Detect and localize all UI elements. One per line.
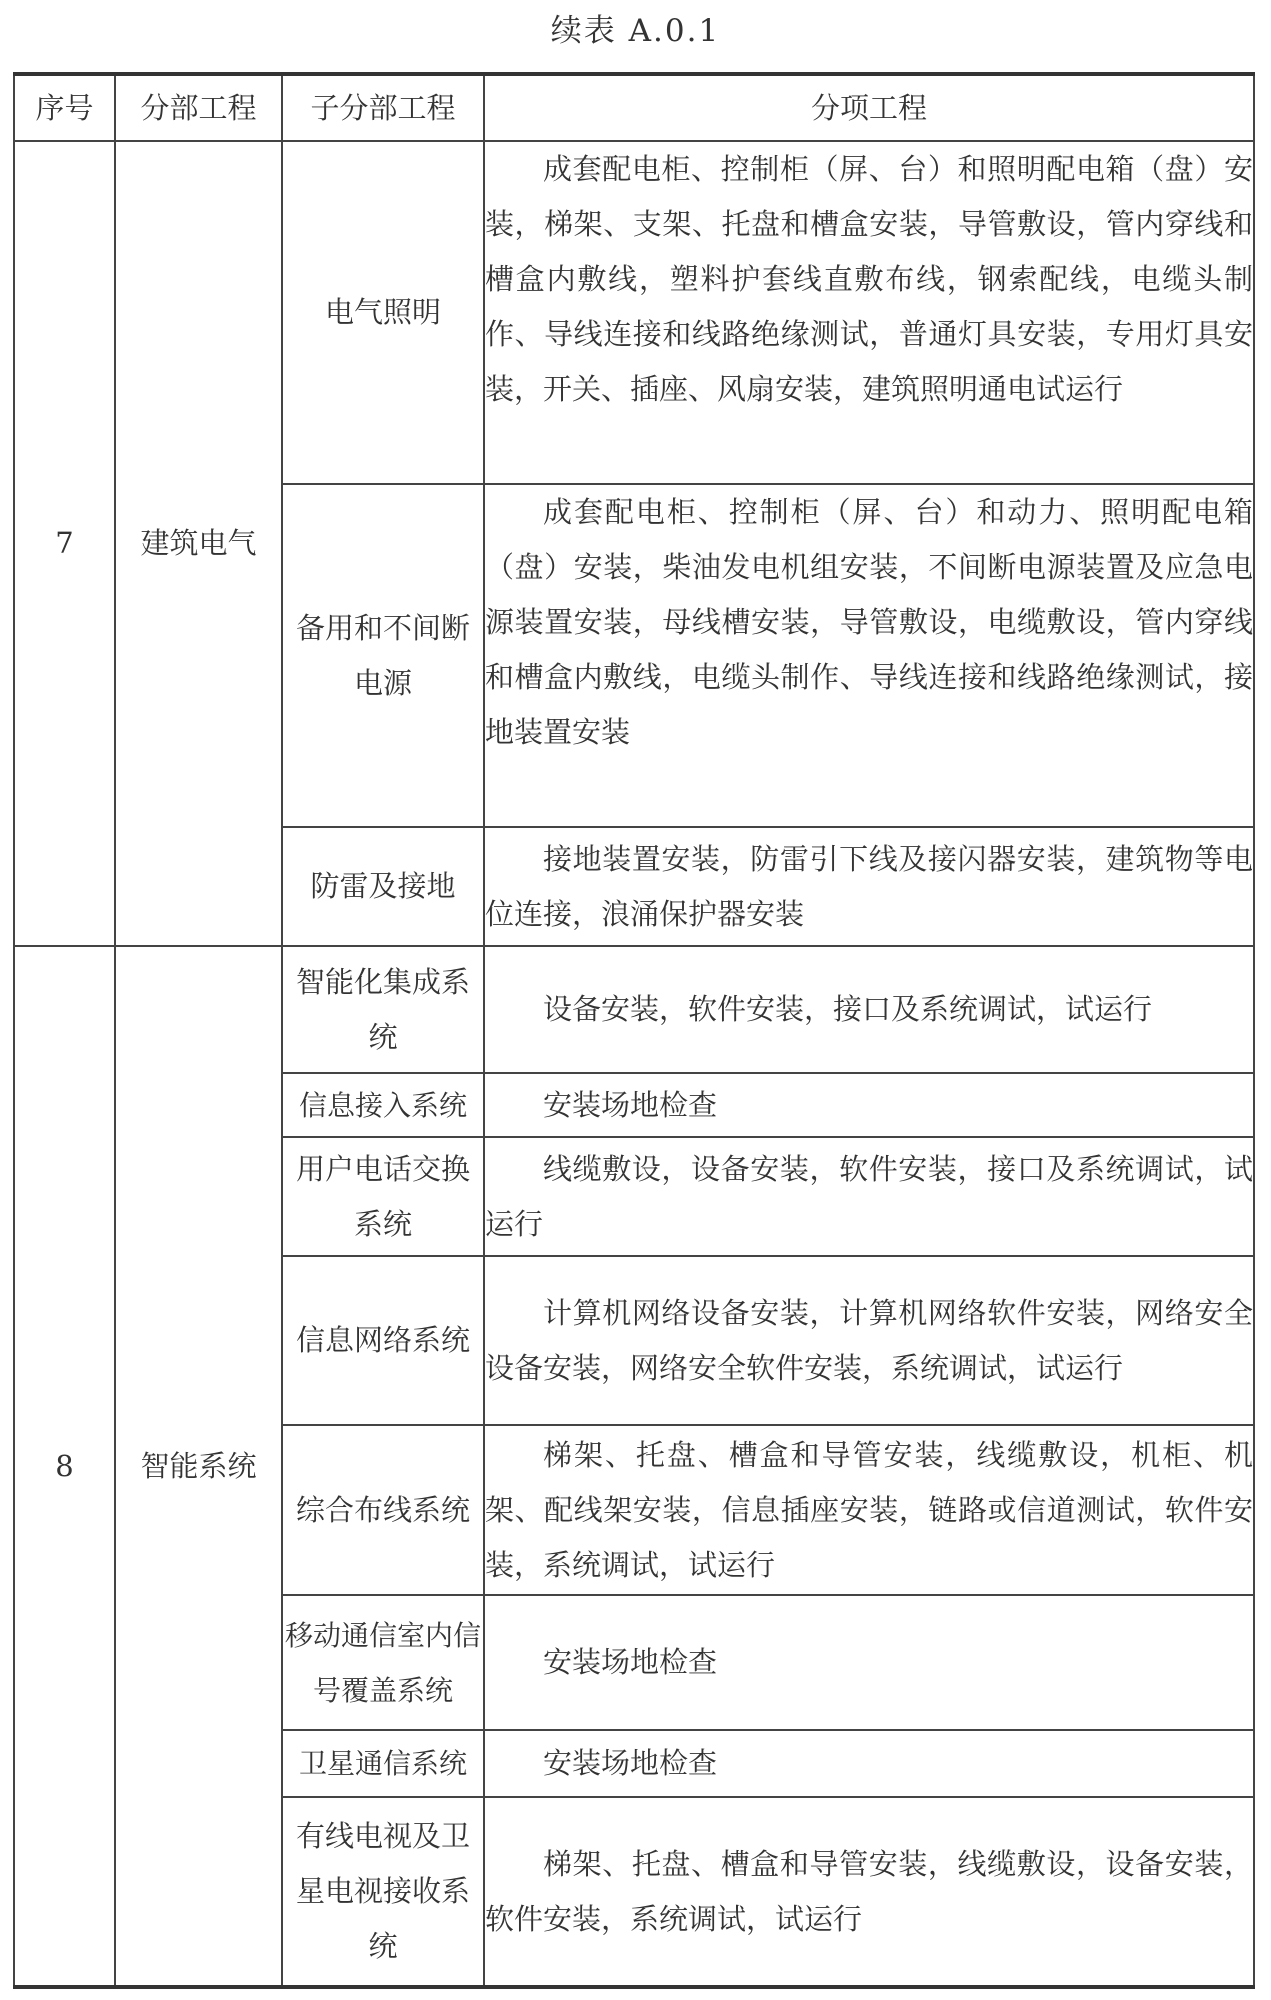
header-no: 序号 [14,74,115,141]
table-row [14,946,1254,1073]
division-name: 智能系统 [115,946,282,1987]
header-items: 分项工程 [484,74,1254,141]
item-list: 梯架、托盘、槽盒和导管安装，线缆敷设，机柜、机架、配线架安装，信息插座安装，链路或信道测试，软件安装，系统调试，试运行 [484,1425,1254,1595]
row-number: 7 [14,141,115,946]
subdivision-name: 电气照明 [282,141,484,484]
header-subdivision: 子分部工程 [282,74,484,141]
item-list: 计算机网络设备安装，计算机网络软件安装，网络安全设备安装，网络安全软件安装，系统调试，试运行 [484,1256,1254,1425]
item-list: 成套配电柜、控制柜（屏、台）和照明配电箱（盘）安装，梯架、支架、托盘和槽盒安装，导管敷设，管内穿线和槽盒内敷线，塑料护套线直敷布线，钢索配线，电缆头制作、导线连接和线路绝缘测试，普通灯具安装，专用灯具安装，开关、插座、风扇安装，建筑照明通电试运行 [484,141,1254,484]
item-list: 梯架、托盘、槽盒和导管安装，线缆敷设，设备安装，软件安装，系统调试，试运行 [484,1797,1254,1987]
row-number: 8 [14,946,115,1987]
subdivision-table [13,72,1255,1989]
subdivision-name: 用户电话交换系统 [282,1137,484,1256]
subdivision-name: 信息网络系统 [282,1256,484,1425]
header-division: 分部工程 [115,74,282,141]
subdivision-name: 卫星通信系统 [282,1730,484,1797]
subdivision-name: 移动通信室内信号覆盖系统 [282,1595,484,1730]
header-row [14,74,1254,141]
item-list: 设备安装，软件安装，接口及系统调试，试运行 [484,946,1254,1073]
subdivision-name: 信息接入系统 [282,1073,484,1137]
table-row [14,141,1254,484]
item-list: 安装场地检查 [484,1073,1254,1137]
item-list: 安装场地检查 [484,1595,1254,1730]
subdivision-name: 有线电视及卫星电视接收系统 [282,1797,484,1987]
subdivision-name: 智能化集成系统 [282,946,484,1073]
subdivision-name: 防雷及接地 [282,827,484,946]
item-list: 成套配电柜、控制柜（屏、台）和动力、照明配电箱（盘）安装，柴油发电机组安装，不间断电源装置及应急电源装置安装，母线槽安装，导管敷设，电缆敷设，管内穿线和槽盒内敷线，电缆头制作、导线连接和线路绝缘测试，接地装置安装 [484,484,1254,827]
subdivision-name: 备用和不间断电源 [282,484,484,827]
subdivision-name: 综合布线系统 [282,1425,484,1595]
division-name: 建筑电气 [115,141,282,946]
item-list: 接地装置安装，防雷引下线及接闪器安装，建筑物等电位连接，浪涌保护器安装 [484,827,1254,946]
item-list: 安装场地检查 [484,1730,1254,1797]
item-list: 线缆敷设，设备安装，软件安装，接口及系统调试，试运行 [484,1137,1254,1256]
table-title: 续表 A.0.1 [550,13,721,49]
